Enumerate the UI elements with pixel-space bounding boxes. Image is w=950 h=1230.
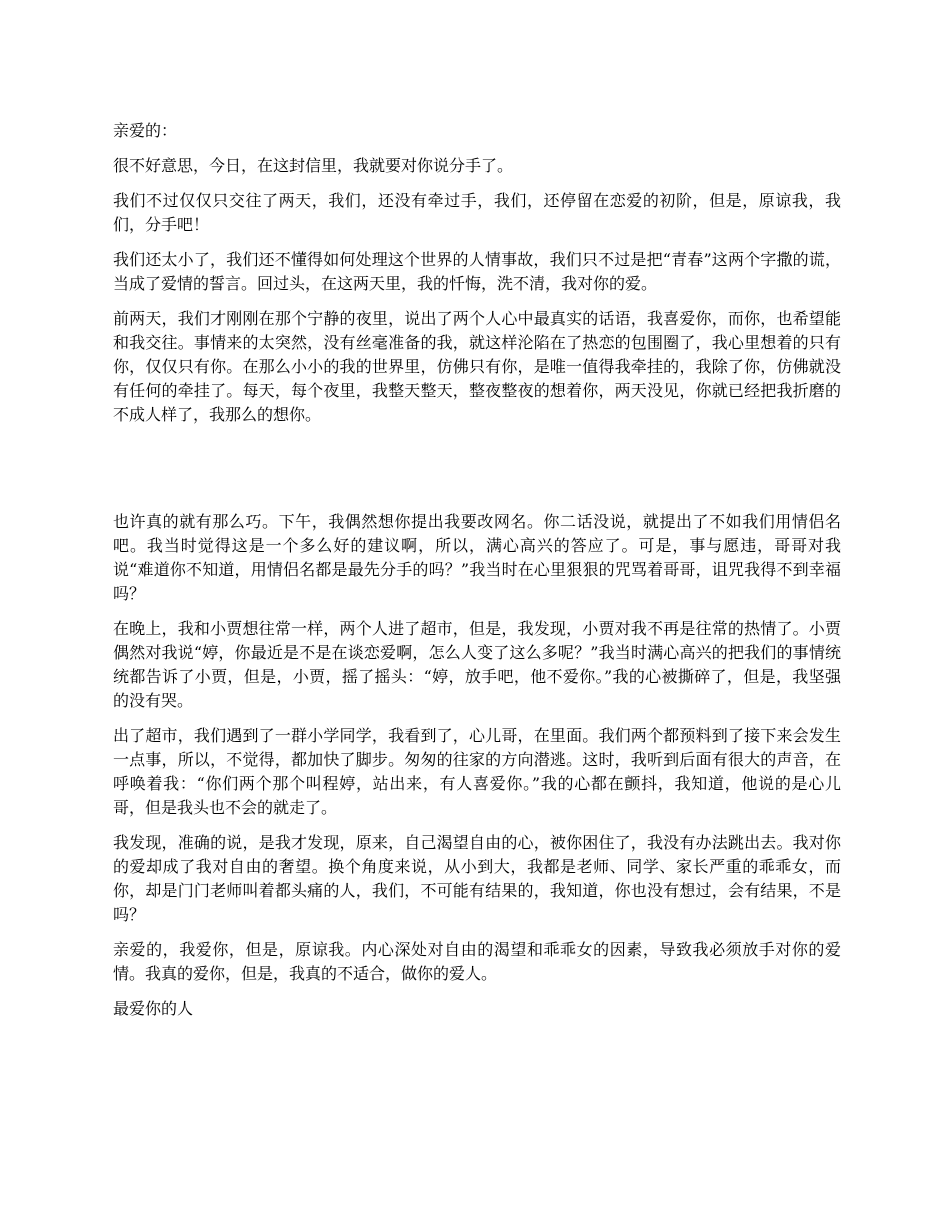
letter-paragraph: 很不好意思，今日，在这封信里，我就要对你说分手了。 xyxy=(113,156,514,175)
letter-closing: 最爱你的人 xyxy=(113,999,194,1018)
letter-paragraph: 我发现，准确的说，是我才发现，原来，自己渴望自由的心，被你困住了，我没有办法跳出去。我对你的爱却成了我对自由的奢望。换个角度来说，从小到大，我都是老师、同学、家长严重的乖乖女，而你，却是门门老师叫着都头痛的人，我们，不可能有结果的，我知道，你也没有想过，会有结果，不是吗？ xyxy=(113,833,841,924)
letter-paragraph: 我们还太小了，我们还不懂得如何处理这个世界的人情事故，我们只不过是把“青春”这两个字撒的谎，当成了爱情的誓言。回过头，在这两天里，我的忏悔，洗不清，我对你的爱。 xyxy=(113,250,841,293)
letter-paragraph: 前两天，我们才刚刚在那个宁静的夜里，说出了两个人心中最真实的话语，我喜爱你，而你，也希望能和我交往。事情来的太突然，没有丝毫准备的我，就这样沦陷在了热恋的包围圈了，我心里想着的只有你，仅仅只有你。在那么小小的我的世界里，仿佛只有你，是唯一值得我牵挂的，我除了你，仿佛就没有任何的牵挂了。每天，每个夜里，我整天整天，整夜整夜的想着你，两天没见，你就已经把我折磨的不成人样了，我那么的想你。 xyxy=(113,309,841,424)
letter-salutation: 亲爱的： xyxy=(113,121,178,140)
letter-body xyxy=(113,119,841,1032)
letter-paragraph: 亲爱的，我爱你，但是，原谅我。内心深处对自由的渴望和乖乖女的因素，导致我必须放手对你的爱情。我真的爱你，但是，我真的不适合，做你的爱人。 xyxy=(113,940,841,983)
letter-paragraph: 出了超市，我们遇到了一群小学同学，我看到了，心儿哥，在里面。我们两个都预料到了接下来会发生一点事，所以，不觉得，都加快了脚步。匆匆的往家的方向潜逃。这时，我听到后面有很大的声音，在呼唤着我：“你们两个那个叫程婷，站出来，有人喜爱你。”我的心都在颤抖，我知道，他说的是心儿哥，但是我头也不会的就走了。 xyxy=(113,726,841,817)
letter-paragraph: 在晚上，我和小贾想往常一样，两个人进了超市，但是，我发现，小贾对我不再是往常的热情了。小贾偶然对我说“婷，你最近是不是在谈恋爱啊，怎么人变了这么多呢？”我当时满心高兴的把我们的事情统统都告诉了小贾，但是，小贾，摇了摇头：“婷，放手吧，他不爱你。”我的心被撕碎了，但是，我坚强的没有哭。 xyxy=(113,619,841,710)
letter-paragraph: 也许真的就有那么巧。下午，我偶然想你提出我要改网名。你二话没说，就提出了不如我们用情侣名吧。我当时觉得这是一个多么好的建议啊，所以，满心高兴的答应了。可是，事与愿违，哥哥对我说“难道你不知道，用情侣名都是最先分手的吗？”我当时在心里狠狠的咒骂着哥哥，诅咒我得不到幸福吗？ xyxy=(113,512,841,603)
letter-paragraph: 我们不过仅仅只交往了两天，我们，还没有牵过手，我们，还停留在恋爱的初阶，但是，原谅我，我们，分手吧！ xyxy=(113,191,841,234)
